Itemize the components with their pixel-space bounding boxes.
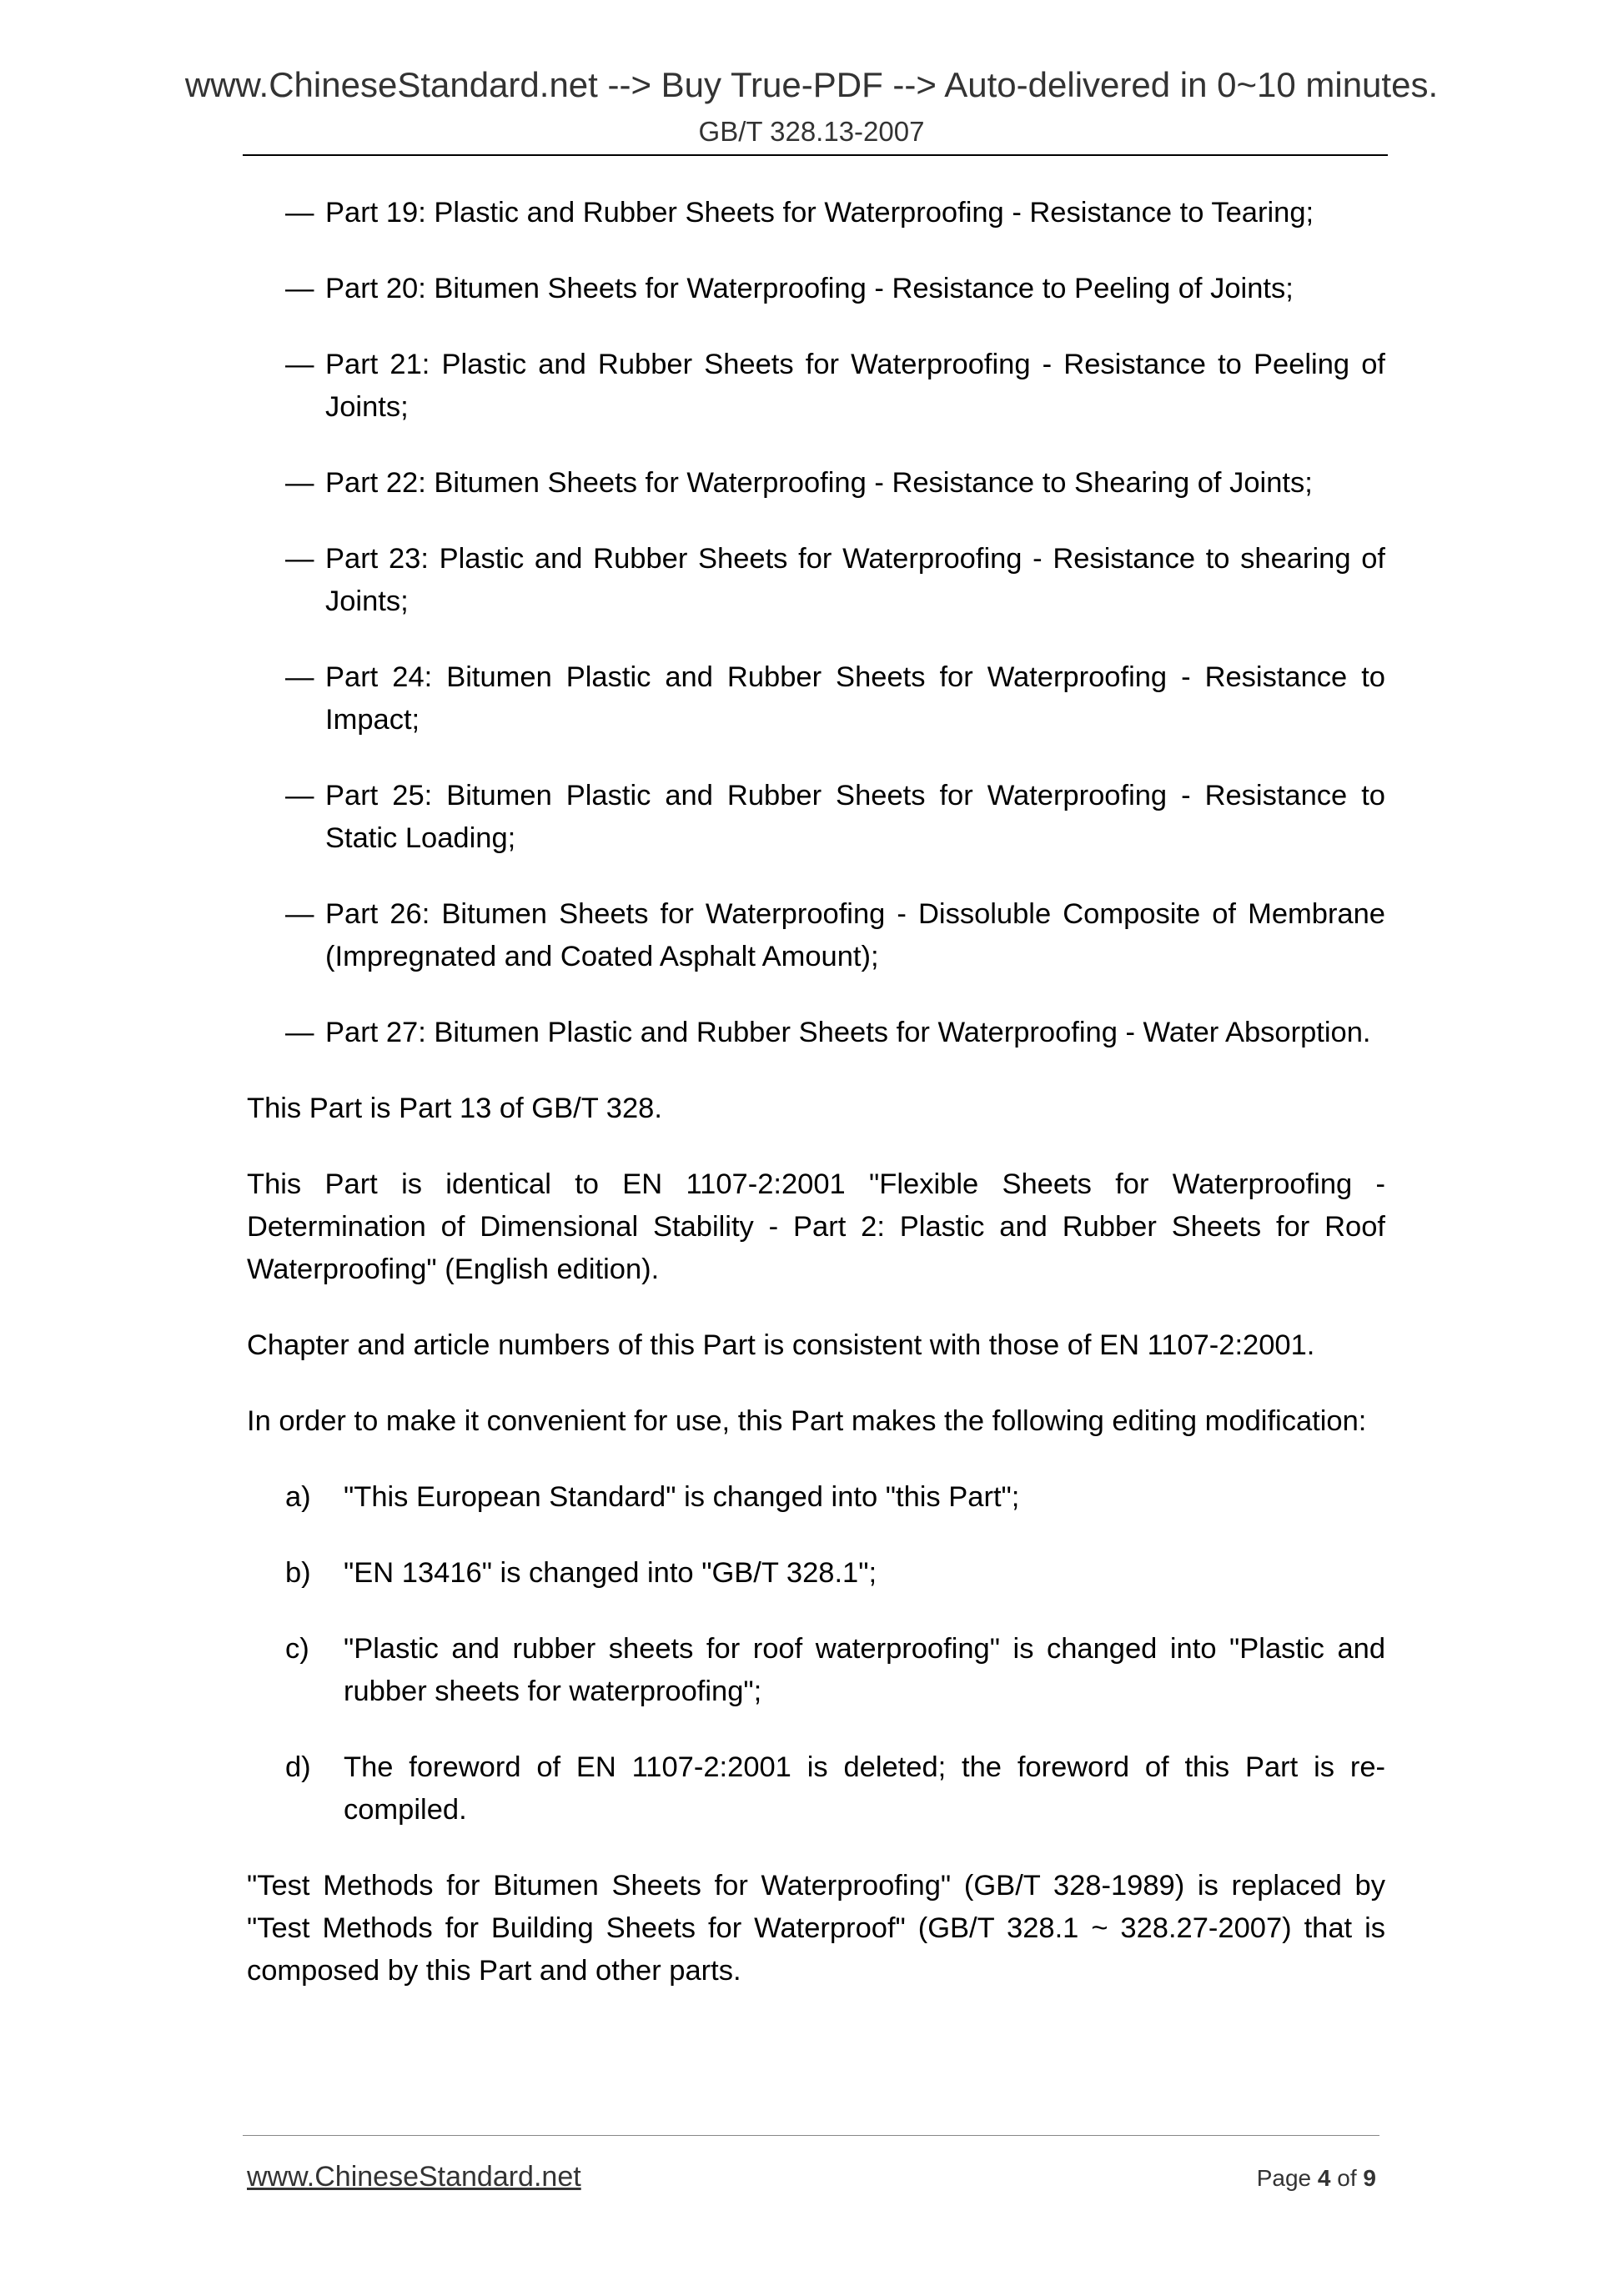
dash-marker: — <box>285 898 314 930</box>
dash-marker: — <box>285 197 314 229</box>
parts-list <box>247 192 1385 1054</box>
list-item-text: Part 21: Plastic and Rubber Sheets for Waterproofing - Resistance to Peeling of Joints; <box>325 349 1385 423</box>
list-item-text: Part 24: Bitumen Plastic and Rubber Sheets for Waterproofing - Resistance to Impact; <box>325 661 1385 736</box>
list-item <box>247 1552 1385 1595</box>
modifications-list <box>247 1476 1385 1831</box>
paragraph-chapter-numbers: Chapter and article numbers of this Part is consistent with those of EN 1107-2:2001. <box>247 1329 1315 1361</box>
list-marker: b) <box>285 1557 311 1589</box>
list-item <box>247 775 1385 860</box>
list-marker: c) <box>285 1633 309 1665</box>
paragraph-editing-intro: In order to make it convenient for use, this Part makes the following editing modification: <box>247 1405 1367 1437</box>
list-item-text: Part 23: Plastic and Rubber Sheets for Waterproofing - Resistance to shearing of Joints; <box>325 543 1385 617</box>
dash-marker: — <box>285 273 314 304</box>
dash-marker: — <box>285 661 314 693</box>
list-item-text: The foreword of EN 1107-2:2001 is deleted; the foreword of this Part is re-compiled. <box>344 1751 1385 1826</box>
header-divider <box>243 154 1388 156</box>
dash-marker: — <box>285 467 314 499</box>
list-item <box>247 462 1385 505</box>
list-marker: a) <box>285 1481 311 1513</box>
dash-marker: — <box>285 543 314 575</box>
paragraph-part-number: This Part is Part 13 of GB/T 328. <box>247 1093 662 1124</box>
list-item-text: "This European Standard" is changed into "this Part"; <box>344 1481 1020 1513</box>
dash-marker: — <box>285 780 314 811</box>
footer-site-link[interactable]: www.ChineseStandard.net <box>247 2161 581 2193</box>
list-item <box>247 192 1385 234</box>
list-item <box>247 538 1385 623</box>
list-item-text: Part 19: Plastic and Rubber Sheets for Waterproofing - Resistance to Tearing; <box>325 197 1314 229</box>
list-marker: d) <box>285 1751 311 1783</box>
page-total: 9 <box>1363 2165 1376 2191</box>
paragraph-identical: This Part is identical to EN 1107-2:2001 "Flexible Sheets for Waterproofing - Determination of Dimensional Stability - Part 2: Plastic and Rubber Sheets for Roof Waterproofing" (English edition). <box>247 1168 1385 1285</box>
list-item <box>247 1746 1385 1831</box>
list-item <box>247 1476 1385 1519</box>
list-item <box>247 344 1385 429</box>
list-item-text: Part 25: Bitumen Plastic and Rubber Sheets for Waterproofing - Resistance to Static Loading; <box>325 780 1385 854</box>
list-item-text: Part 22: Bitumen Sheets for Waterproofing - Resistance to Shearing of Joints; <box>325 467 1313 499</box>
list-item <box>247 268 1385 310</box>
list-item-text: Part 20: Bitumen Sheets for Waterproofing - Resistance to Peeling of Joints; <box>325 273 1294 304</box>
list-item <box>247 1012 1385 1054</box>
document-code: GB/T 328.13-2007 <box>698 116 925 147</box>
list-item-text: "Plastic and rubber sheets for roof waterproofing" is changed into "Plastic and rubber sheets for waterproofing"; <box>344 1633 1385 1707</box>
site-banner: www.ChineseStandard.net --> Buy True-PDF --> Auto-delivered in 0~10 minutes. <box>184 65 1439 104</box>
page-current: 4 <box>1317 2165 1331 2191</box>
list-item <box>247 893 1385 978</box>
list-item <box>247 1628 1385 1713</box>
footer-divider <box>243 2135 1379 2136</box>
list-item-text: "EN 13416" is changed into "GB/T 328.1"; <box>344 1557 877 1589</box>
document-body <box>247 192 1385 2026</box>
list-item <box>247 656 1385 741</box>
dash-marker: — <box>285 1017 314 1048</box>
paragraph-replacement: "Test Methods for Bitumen Sheets for Waterproofing" (GB/T 328-1989) is replaced by "Test Methods for Building Sheets for Waterproof" (GB/T 328.1 ~ 328.27-2007) that is composed by this Part and other parts. <box>247 1870 1385 1987</box>
page-of: of <box>1337 2165 1357 2191</box>
dash-marker: — <box>285 349 314 380</box>
list-item-text: Part 27: Bitumen Plastic and Rubber Sheets for Waterproofing - Water Absorption. <box>325 1017 1371 1048</box>
page-indicator <box>1257 2163 1376 2193</box>
page-word: Page <box>1256 2165 1312 2191</box>
list-item-text: Part 26: Bitumen Sheets for Waterproofing - Dissoluble Composite of Membrane (Impregnated and Coated Asphalt Amount); <box>325 898 1385 972</box>
